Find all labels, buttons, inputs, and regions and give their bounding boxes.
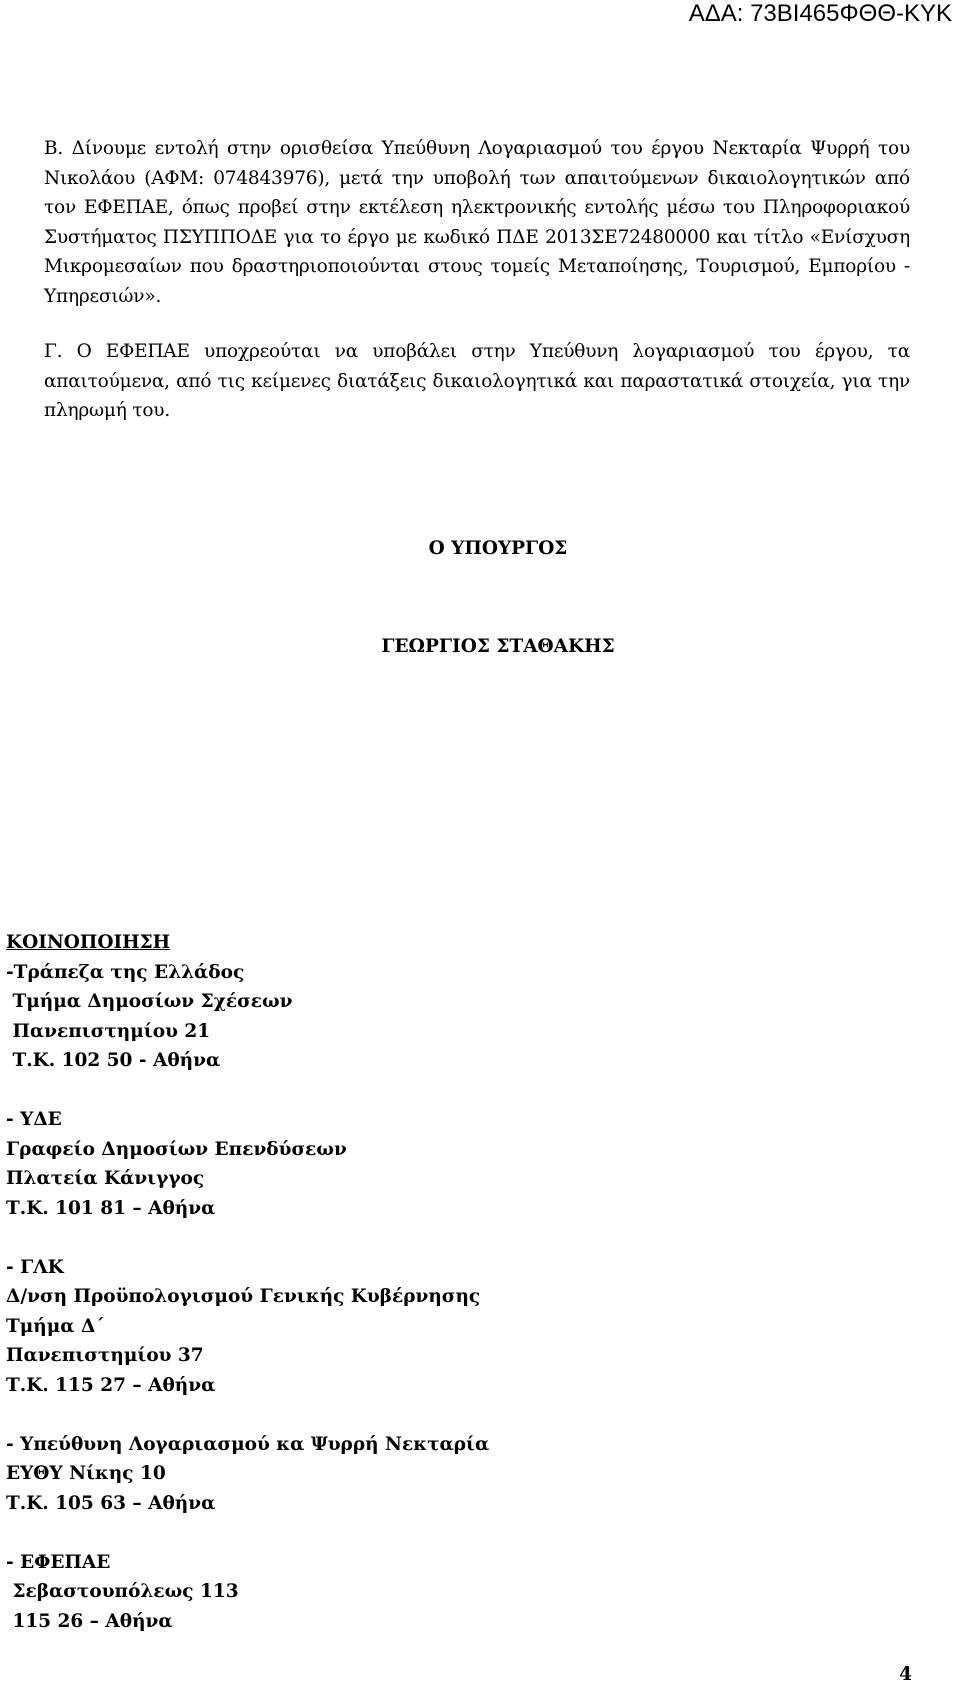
recipient-address-line: Τ.Κ. 105 63 – Αθήνα	[6, 1492, 216, 1514]
recipient-name: - ΓΛΚ	[6, 1256, 64, 1278]
recipient-address-line: 115 26 – Αθήνα	[6, 1610, 173, 1632]
recipient-address-line: Πανεπιστημίου 37	[6, 1345, 204, 1366]
recipient-name: - ΕΦΕΠΑΕ	[6, 1551, 111, 1573]
group-spacer	[6, 1400, 906, 1430]
recipient-address-line: Τμήμα Δ΄	[6, 1315, 105, 1337]
recipient-address-line: Τ.Κ. 101 81 – Αθήνα	[6, 1197, 216, 1219]
signatory-name: ΓΕΩΡΓΙΟΣ ΣΤΑΘΑΚΗΣ	[381, 636, 615, 657]
signatory-title: Ο ΥΠΟΥΡΓΟΣ	[428, 538, 568, 559]
recipient-address-line: Τμήμα Δημοσίων Σχέσεων	[6, 991, 293, 1012]
recipient-address-line: Τ.Κ. 115 27 – Αθήνα	[6, 1374, 216, 1396]
recipient-name: - ΥΔΕ	[6, 1109, 62, 1130]
recipient-address-line: Πανεπιστημίου 21	[6, 1020, 211, 1042]
group-spacer	[6, 1223, 906, 1253]
recipient-group	[6, 1548, 906, 1637]
recipient-group	[6, 1430, 906, 1519]
paragraph-b: Β. Δίνουμε εντολή στην ορισθείσα Υπεύθυνη Λογαριασμού του έργου Νεκταρία Ψυρρή του Νικολάου (ΑΦΜ: 074843976), μετά την υποβολή των απαιτούμενων δικαιολογητικών από τον ΕΦΕΠΑΕ, όπως προβεί στην εκτέλεση ηλεκτρονικής εντολής μέσω του Πληροφοριακού Συστήματος ΠΣΥΠΠΟΔΕ για το έργο με κωδικό ΠΔΕ 2013ΣΕ72480000 και τίτλο «Ενίσχυση Μικρομεσαίων που δραστηριοποιούνται στους τομείς Μεταποίησης, Τουρισμού, Εμπορίου - Υπηρεσιών».	[44, 138, 910, 307]
notification-groups	[6, 958, 906, 1637]
page-number: 4	[899, 1664, 912, 1685]
ada-code: ΑΔΑ: 73ΒΙ465ΦΘΘ-ΚΥΚ	[688, 0, 952, 27]
recipient-address-line: Τ.Κ. 102 50 - Αθήνα	[6, 1050, 221, 1071]
recipient-name: -Τράπεζα της Ελλάδος	[6, 961, 245, 983]
recipient-address-line: ΕΥΘΥ Νίκης 10	[6, 1463, 166, 1484]
notification-list	[6, 928, 906, 1636]
recipient-group	[6, 958, 906, 1076]
recipient-address-line: Πλατεία Κάνιγγος	[6, 1168, 205, 1189]
recipient-address-line: Δ/νση Προϋπολογισμού Γενικής Κυβέρνησης	[6, 1286, 481, 1307]
recipient-address-line: Σεβαστουπόλεως 113	[6, 1581, 239, 1602]
notification-heading: ΚΟΙΝΟΠΟΙΗΣΗ	[6, 932, 171, 953]
group-spacer	[6, 1518, 906, 1548]
recipient-name: - Υπεύθυνη Λογαριασμού κα Ψυρρή Νεκταρία	[6, 1433, 490, 1455]
recipient-group	[6, 1253, 906, 1401]
recipient-group	[6, 1105, 906, 1223]
recipient-address-line: Γραφείο Δημοσίων Επενδύσεων	[6, 1138, 347, 1160]
paragraph-g: Γ. Ο ΕΦΕΠΑΕ υποχρεούται να υποβάλει στην Υπεύθυνη λογαριασμού του έργου, τα απαιτούμενα, από τις κείμενες διατάξεις δικαιολογητικά και παραστατικά στοιχεία, για την πληρωμή του.	[44, 341, 910, 421]
group-spacer	[6, 1076, 906, 1106]
